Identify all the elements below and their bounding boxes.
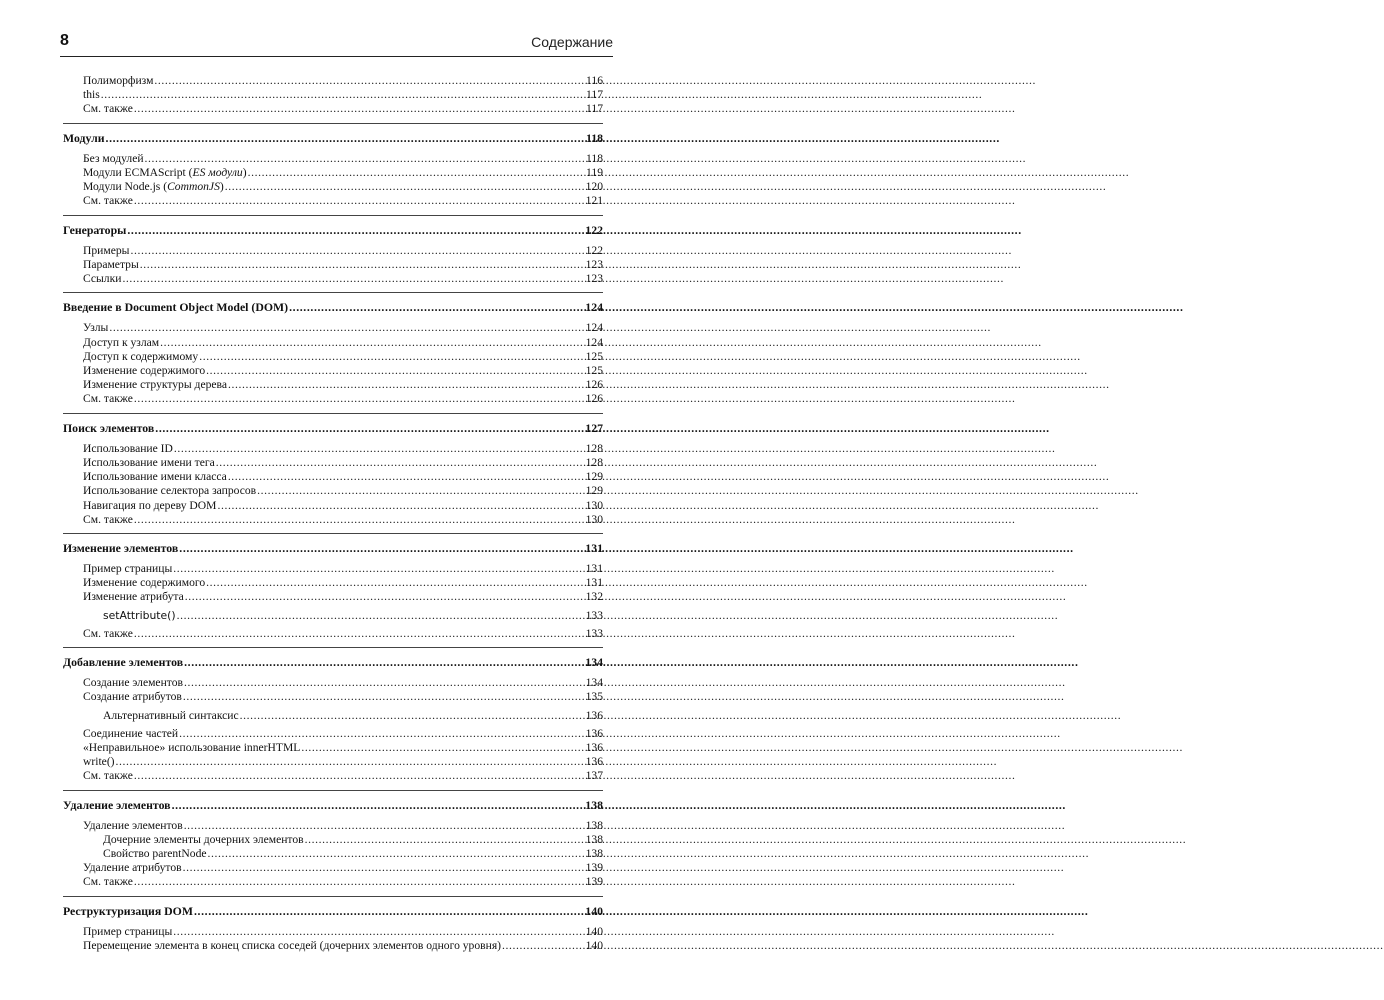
toc-entry-page: 116: [586, 74, 603, 87]
toc-entry[interactable]: [63, 727, 603, 741]
toc-entry-page: 126: [585, 392, 603, 406]
toc-entry-title: Навигация по дереву DOM: [83, 498, 217, 512]
toc-entry-title: См. также: [83, 194, 133, 208]
toc-entry-title: См. также: [83, 392, 133, 406]
toc-entry-title: «Неправильное» использование innerHTML: [83, 740, 301, 754]
toc-entry-title: См. также: [83, 512, 133, 526]
toc-dot-leader: [217, 499, 584, 513]
toc-entry-page: 136: [585, 755, 603, 769]
toc-entry-page: 124: [585, 335, 603, 349]
toc-entry-page: 127: [585, 420, 603, 435]
toc-dot-leader: [184, 655, 584, 669]
toc-entry-title: Модули ECMAScript (ES модули): [83, 165, 247, 179]
toc-entry[interactable]: [63, 769, 603, 783]
toc-entry[interactable]: [63, 244, 603, 258]
toc-dot-leader: [225, 180, 585, 194]
table-of-contents: [63, 74, 603, 966]
toc-entry-page: 130: [585, 512, 603, 526]
toc-entry-page: 122: [585, 243, 603, 257]
toc-entry[interactable]: [63, 627, 603, 641]
toc-entry-page: 131: [585, 562, 603, 576]
toc-dot-leader: [173, 562, 584, 576]
toc-entry[interactable]: [63, 709, 603, 723]
toc-entry[interactable]: [63, 180, 603, 194]
toc-dot-leader: [160, 336, 584, 350]
toc-dot-leader: [140, 258, 585, 272]
toc-dot-leader: [154, 74, 585, 88]
toc-dot-leader: [127, 223, 584, 237]
toc-entry[interactable]: [63, 741, 603, 755]
toc-entry-page: 138: [585, 818, 603, 832]
toc-entry-page: 118: [585, 130, 603, 145]
toc-entry-title: См. также: [83, 769, 133, 783]
toc-entry-page: 124: [585, 321, 603, 335]
toc-dot-leader: [502, 939, 585, 953]
toc-entry[interactable]: [63, 819, 603, 833]
toc-dot-leader: [305, 833, 585, 847]
toc-entry[interactable]: [63, 833, 603, 847]
toc-entry[interactable]: [63, 336, 603, 350]
toc-entry-title: Изменение атрибута: [83, 590, 184, 604]
toc-entry-title: Изменение содержимого: [83, 576, 206, 590]
toc-chapter-entry[interactable]: [63, 655, 603, 669]
toc-dot-leader: [155, 421, 584, 435]
toc-dot-leader: [134, 194, 585, 208]
toc-entry-title: Введение в Document Object Model (DOM): [63, 300, 289, 315]
toc-entry[interactable]: [63, 690, 603, 704]
toc-dot-leader: [134, 102, 585, 116]
toc-dot-leader: [185, 590, 585, 604]
toc-entry-page: 125: [585, 364, 603, 377]
toc-chapter-entry[interactable]: [63, 300, 603, 314]
toc-dot-leader: [134, 513, 585, 527]
toc-entry-title: Создание элементов: [83, 676, 183, 690]
toc-entry-page: 117: [586, 102, 603, 116]
toc-entry-page: 138: [585, 832, 603, 846]
toc-entry-title: Примеры: [83, 243, 130, 257]
toc-entry[interactable]: [63, 456, 603, 470]
toc-entry-page: 125: [585, 349, 603, 363]
toc-entry-title: Пример страницы: [83, 562, 173, 576]
toc-chapter-entry[interactable]: [63, 798, 603, 812]
toc-entry-page: 138: [585, 847, 603, 861]
toc-chapter-block: [63, 300, 603, 413]
toc-entry-page: 136: [585, 726, 603, 740]
toc-entry[interactable]: [63, 875, 603, 889]
toc-dot-leader: [289, 300, 584, 314]
toc-entry-title: Дочерние элементы дочерних элементов: [103, 832, 304, 846]
toc-entry-title: Использование имени класса: [83, 470, 227, 484]
toc-entry[interactable]: [63, 513, 603, 527]
toc-chapter-block: [63, 904, 603, 960]
toc-dot-leader: [116, 755, 585, 769]
toc-dot-leader: [109, 321, 584, 335]
toc-entry-title: Использование селектора запросов: [83, 484, 257, 498]
toc-entry-title: Доступ к узлам: [83, 335, 160, 349]
toc-entry-title: Удаление элементов: [63, 797, 171, 812]
toc-entry-title: Изменение элементов: [63, 540, 179, 555]
toc-chapter-entry[interactable]: [63, 904, 603, 918]
toc-entry-title: Использование имени тега: [83, 455, 215, 469]
toc-chapter-block: [63, 541, 603, 648]
toc-entry-title: Создание атрибутов: [83, 690, 182, 704]
toc-entry-page: 139: [585, 861, 603, 875]
toc-entry-page: 137: [585, 769, 603, 783]
toc-entry[interactable]: [63, 166, 603, 180]
page-number: 8: [60, 32, 69, 49]
toc-entry-page: 122: [585, 222, 603, 237]
toc-chapter-entry[interactable]: [63, 223, 603, 237]
toc-entry-page: 140: [585, 939, 603, 952]
toc-entry-title: Поиск элементов: [63, 420, 155, 435]
toc-entry[interactable]: [63, 470, 603, 484]
toc-entry-title: См. также: [83, 626, 133, 640]
toc-entry-page: 138: [585, 797, 603, 812]
toc-entry[interactable]: [63, 74, 603, 88]
toc-entry-page: 132: [585, 590, 603, 604]
toc-entry-title: См. также: [83, 102, 133, 116]
toc-entry-title: Использование ID: [83, 441, 173, 455]
toc-entry[interactable]: [63, 392, 603, 406]
toc-entry-page: 129: [585, 484, 603, 498]
toc-entry-page: 118: [586, 151, 603, 165]
toc-entry[interactable]: [63, 847, 603, 861]
toc-entry[interactable]: [63, 562, 603, 576]
toc-entry-title: Доступ к содержимому: [83, 349, 199, 363]
toc-entry[interactable]: [63, 194, 603, 208]
toc-chapter-entry[interactable]: [63, 541, 603, 555]
toc-chapter-entry[interactable]: [63, 131, 603, 145]
toc-dot-leader: [122, 272, 584, 286]
toc-dot-leader: [301, 741, 584, 755]
toc-entry-title: Свойство parentNode: [103, 847, 207, 861]
toc-entry-title: setAttribute(): [103, 608, 176, 622]
toc-dot-leader: [228, 378, 585, 392]
toc-dot-leader: [184, 819, 585, 833]
toc-entry-title: Полиморфизм: [83, 74, 154, 87]
toc-entry-page: 136: [585, 740, 603, 754]
toc-dot-leader: [206, 364, 584, 378]
toc-dot-leader: [183, 861, 585, 875]
toc-entry-title: Узлы: [83, 321, 109, 335]
page-header: [60, 30, 613, 57]
toc-entry[interactable]: [63, 321, 603, 335]
toc-dot-leader: [206, 576, 584, 590]
toc-entry[interactable]: [63, 499, 603, 513]
toc-entry[interactable]: [63, 755, 603, 769]
toc-chapter-entry[interactable]: [63, 421, 603, 435]
toc-entry-page: 128: [585, 441, 603, 455]
toc-entry[interactable]: [63, 364, 603, 378]
toc-entry-page: 131: [585, 576, 603, 590]
toc-entry[interactable]: [63, 88, 603, 102]
toc-section-intro: [63, 74, 603, 124]
toc-entry-title: Перемещение элемента в конец списка соседей (дочерних элементов одного уровня): [83, 939, 502, 952]
toc-dot-leader: [172, 798, 585, 812]
toc-entry-title: Удаление атрибутов: [83, 861, 182, 875]
toc-entry-title: Альтернативный синтаксис: [103, 708, 239, 722]
toc-chapter-block: [63, 798, 603, 897]
toc-entry-title: Параметры: [83, 257, 139, 271]
toc-entry-page: 126: [585, 378, 603, 392]
toc-dot-leader: [179, 541, 584, 555]
toc-dot-leader: [183, 690, 585, 704]
toc-entry-page: 139: [585, 875, 603, 889]
toc-entry-page: 133: [585, 626, 603, 640]
toc-entry-title: Соединение частей: [83, 726, 179, 740]
toc-dot-leader: [134, 392, 585, 406]
toc-entry-title: См. также: [83, 875, 133, 889]
toc-dot-leader: [130, 244, 584, 258]
toc-dot-leader: [216, 456, 585, 470]
toc-entry-title: write(): [83, 755, 115, 769]
toc-entry[interactable]: [63, 590, 603, 604]
toc-entry[interactable]: [63, 272, 603, 286]
toc-dot-leader: [257, 484, 584, 498]
toc-entry-title: Изменение структуры дерева: [83, 378, 227, 392]
toc-dot-leader: [179, 727, 584, 741]
toc-dot-leader: [173, 925, 584, 939]
toc-entry-page: 129: [585, 470, 603, 484]
toc-entry[interactable]: [63, 576, 603, 590]
toc-entry-page: 119: [586, 165, 603, 179]
toc-entry-page: 134: [585, 676, 603, 690]
toc-dot-leader: [134, 875, 585, 889]
toc-entry-page: 124: [585, 300, 603, 315]
toc-entry-page: 123: [585, 272, 603, 286]
toc-entry[interactable]: [63, 939, 603, 953]
toc-entry-page: 117: [586, 88, 603, 102]
toc-dot-leader: [177, 609, 585, 623]
toc-entry-title: Модули Node.js (CommonJS): [83, 180, 224, 194]
toc-entry[interactable]: [63, 609, 603, 623]
toc-entry-page: 136: [585, 708, 603, 722]
toc-entry[interactable]: [63, 925, 603, 939]
toc-entry-page: 123: [585, 257, 603, 271]
toc-entry[interactable]: [63, 102, 603, 116]
toc-entry-title: Модули: [63, 130, 105, 145]
running-title: Содержание: [531, 34, 613, 50]
toc-entry-page: 133: [585, 608, 603, 622]
toc-dot-leader: [228, 470, 585, 484]
toc-entry[interactable]: [63, 152, 603, 166]
toc-entry[interactable]: [63, 484, 603, 498]
toc-chapter-block: [63, 421, 603, 534]
toc-chapter-block: [63, 655, 603, 791]
toc-entry[interactable]: [63, 676, 603, 690]
toc-chapter-block: [63, 131, 603, 216]
toc-entry-page: 131: [585, 540, 603, 555]
toc-dot-leader: [208, 847, 585, 861]
toc-entry-title: Пример страницы: [83, 924, 173, 938]
toc-dot-leader: [194, 904, 584, 918]
toc-dot-leader: [199, 350, 584, 364]
toc-entry[interactable]: [63, 378, 603, 392]
toc-entry[interactable]: [63, 442, 603, 456]
toc-dot-leader: [184, 676, 585, 690]
toc-entry-title: Изменение содержимого: [83, 364, 206, 377]
toc-entry-page: 140: [585, 903, 603, 918]
toc-entry[interactable]: [63, 350, 603, 364]
toc-entry-title: Удаление элементов: [83, 818, 183, 832]
toc-entry-title: Реструктуризация DOM: [63, 903, 193, 918]
toc-entry-page: 121: [585, 194, 603, 208]
toc-entry-page: 135: [585, 690, 603, 704]
toc-entry-page: 134: [585, 655, 603, 669]
toc-entry-title: Без модулей: [83, 151, 144, 165]
toc-dot-leader: [134, 627, 585, 641]
toc-entry-page: 140: [585, 924, 603, 938]
toc-dot-leader: [106, 131, 585, 145]
toc-entry-page: 128: [585, 455, 603, 469]
toc-entry-title: Добавление элементов: [63, 655, 184, 669]
toc-entry[interactable]: [63, 258, 603, 272]
toc-entry-page: 120: [585, 180, 603, 194]
toc-dot-leader: [174, 442, 585, 456]
toc-entry-title: Генераторы: [63, 222, 127, 237]
toc-entry-title: this: [83, 88, 100, 102]
toc-dot-leader: [240, 709, 585, 723]
toc-entry-title: Ссылки: [83, 272, 122, 286]
toc-entry[interactable]: [63, 861, 603, 875]
toc-dot-leader: [248, 166, 585, 180]
toc-entry-page: 130: [585, 498, 603, 512]
toc-dot-leader: [134, 769, 585, 783]
toc-dot-leader: [101, 88, 585, 102]
toc-dot-leader: [145, 152, 585, 166]
toc-chapter-block: [63, 223, 603, 294]
